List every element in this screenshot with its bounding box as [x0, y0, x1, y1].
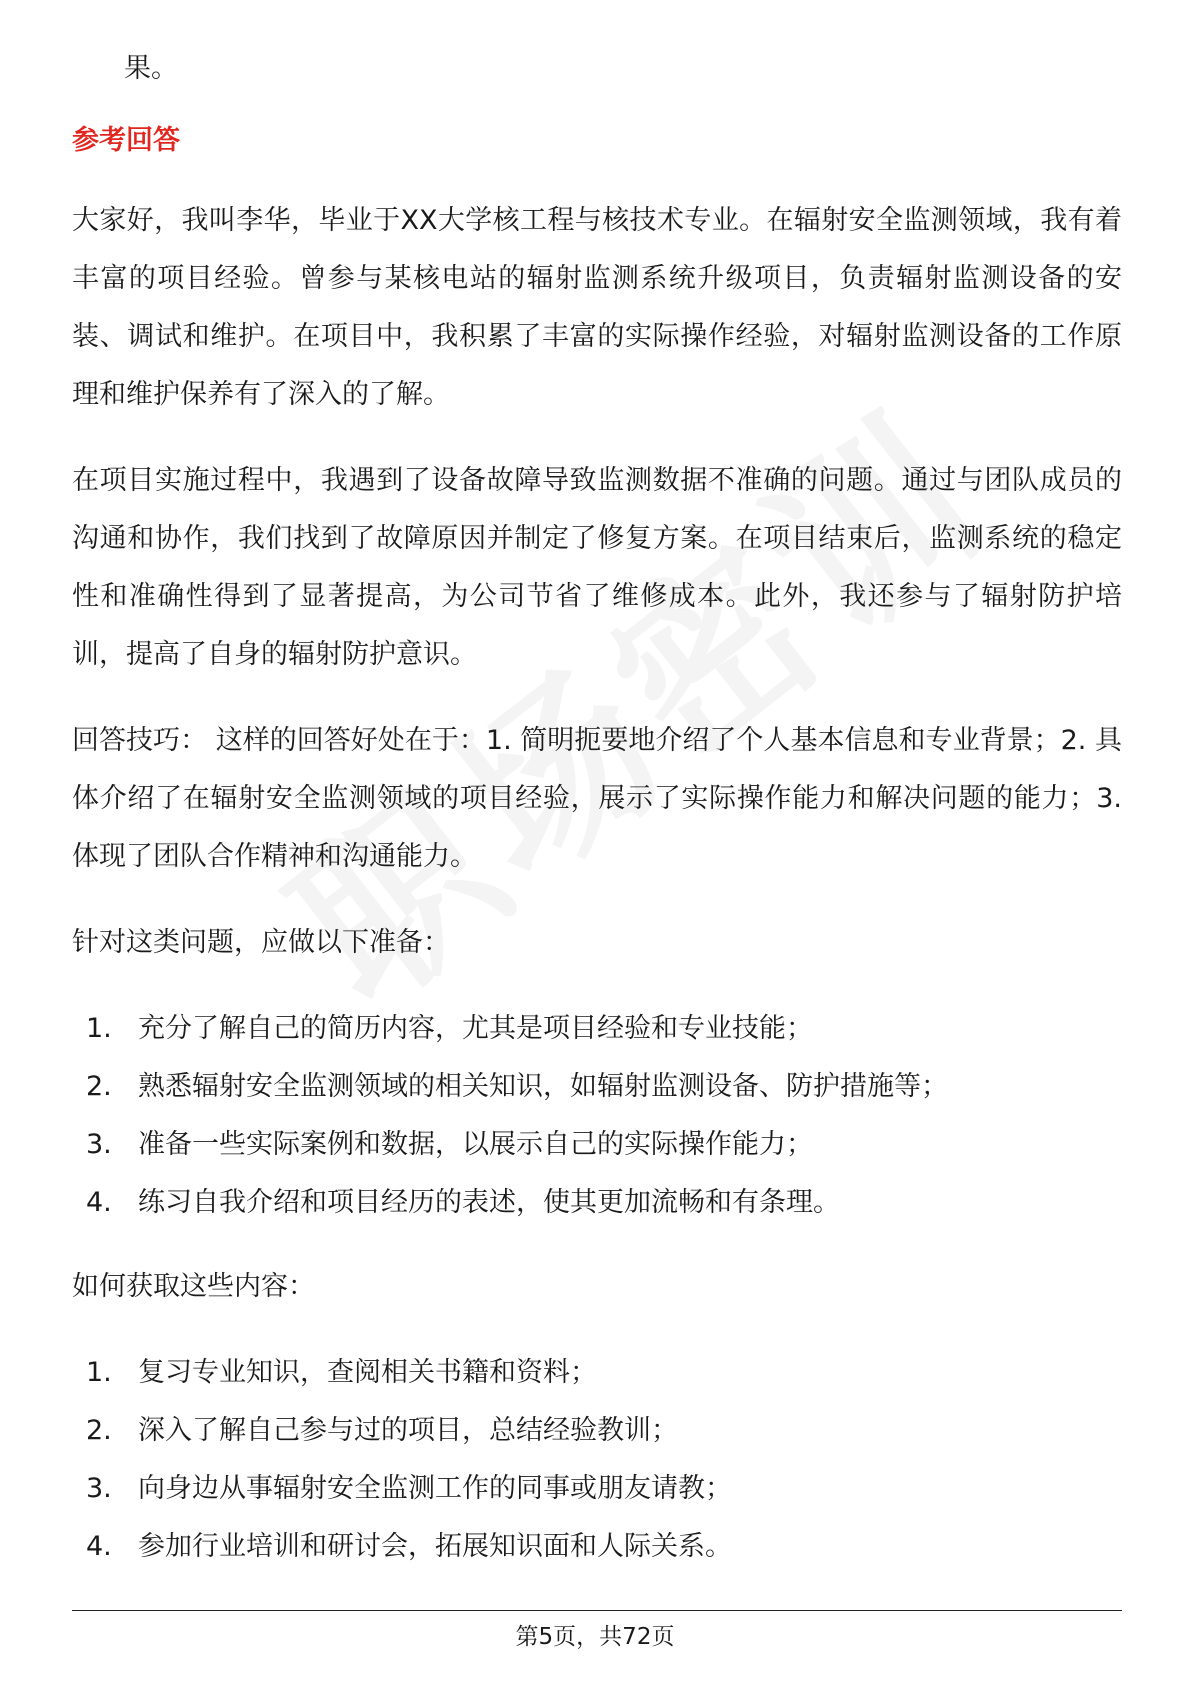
paragraph-tips: 回答技巧： 这样的回答好处在于：1. 简明扼要地介绍了个人基本信息和专业背景；2. 具体介绍了在辐射安全监测领域的项目经验，展示了实际操作能力和解决问题的能力；3. 体现了团队合作精神和沟通能力。 [72, 725, 1122, 872]
list-item [72, 1402, 1122, 1460]
acquire-list [72, 1344, 1122, 1576]
list-text: 练习自我介绍和项目经历的表述，使其更加流畅和有条理。 [138, 1187, 840, 1218]
list-text: 准备一些实际案例和数据，以展示自己的实际操作能力； [138, 1129, 813, 1160]
list-text: 充分了解自己的简历内容，尤其是项目经验和专业技能； [138, 1013, 813, 1044]
list-text: 向身边从事辐射安全监测工作的同事或朋友请教； [138, 1473, 732, 1504]
acquire-heading: 如何获取这些内容： [72, 1271, 315, 1302]
prep-heading: 针对这类问题，应做以下准备： [72, 927, 450, 958]
page-content [72, 40, 1122, 1602]
list-number: 4. [86, 1531, 112, 1562]
list-number: 1. [86, 1357, 112, 1388]
list-text: 深入了解自己参与过的项目，总结经验教训； [138, 1415, 678, 1446]
prep-list [72, 1000, 1122, 1232]
list-item [72, 1116, 1122, 1174]
list-number: 3. [86, 1129, 112, 1160]
section-title: 参考回答 [72, 125, 180, 156]
list-text: 熟悉辐射安全监测领域的相关知识，如辐射监测设备、防护措施等； [138, 1071, 948, 1102]
page-number: 第5页，共72页 [515, 1624, 675, 1650]
list-item [72, 1058, 1122, 1116]
list-number: 4. [86, 1187, 112, 1218]
paragraph-intro: 大家好，我叫李华，毕业于XX大学核工程与核技术专业。在辐射安全监测领域，我有着丰富的项目经验。曾参与某核电站的辐射监测系统升级项目，负责辐射监测设备的安装、调试和维护。在项目中，我积累了丰富的实际操作经验，对辐射监测设备的工作原理和维护保养有了深入的了解。 [72, 205, 1122, 410]
list-number: 2. [86, 1415, 112, 1446]
list-item [72, 1000, 1122, 1058]
list-text: 参加行业培训和研讨会，拓展知识面和人际关系。 [138, 1531, 732, 1562]
list-number: 1. [86, 1013, 112, 1044]
footer-divider [72, 1610, 1122, 1611]
list-item [72, 1518, 1122, 1576]
list-number: 3. [86, 1473, 112, 1504]
paragraph-challenge: 在项目实施过程中，我遇到了设备故障导致监测数据不准确的问题。通过与团队成员的沟通和协作，我们找到了故障原因并制定了修复方案。在项目结束后，监测系统的稳定性和准确性得到了显著提高，为公司节省了维修成本。此外，我还参与了辐射防护培训，提高了自身的辐射防护意识。 [72, 465, 1122, 670]
list-number: 2. [86, 1071, 112, 1102]
list-item [72, 1460, 1122, 1518]
continuation-text: 果。 [124, 53, 178, 84]
list-item [72, 1174, 1122, 1232]
list-text: 复习专业知识，查阅相关书籍和资料； [138, 1357, 597, 1388]
list-item [72, 1344, 1122, 1402]
